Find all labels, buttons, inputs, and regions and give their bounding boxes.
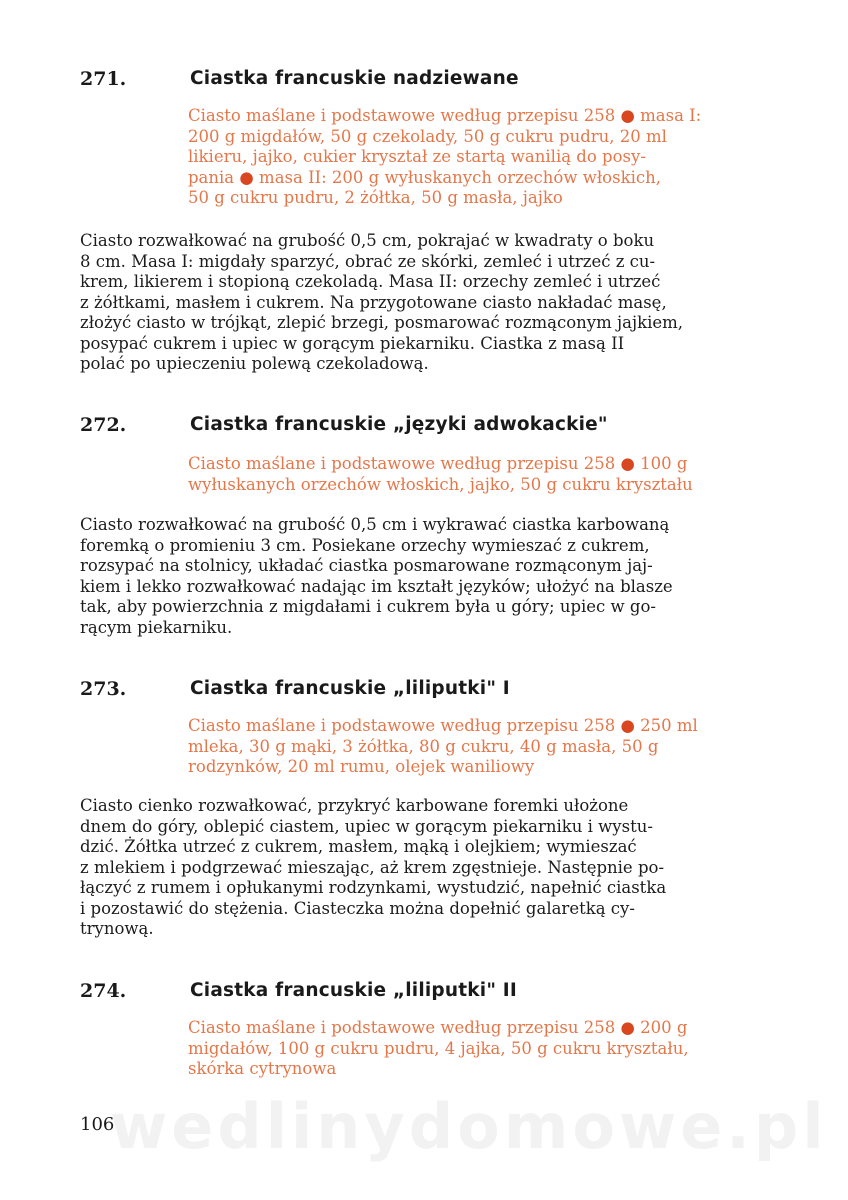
recipe-title: Ciastka francuskie „liliputki" I [190, 678, 510, 699]
watermark-text: wedlinydomowe.pl [110, 1090, 828, 1163]
ingredient-line: wyłuskanych orzechów włoskich, jajko, 50 g cukru kryształu [188, 474, 693, 494]
ingredient-line: Ciasto maślane i podstawowe według przepisu 258 ● masa I: [188, 106, 702, 125]
method-line: 8 cm. Masa I: migdały sparzyć, obrać ze skórki, zemleć i utrzeć z cu- [80, 251, 656, 271]
method-text [80, 796, 780, 940]
recipe-number: 274. [80, 980, 127, 1002]
recipe-number: 272. [80, 414, 127, 436]
method-line: polać po upieczeniu polewą czekoladową. [80, 354, 429, 373]
ingredient-list [188, 1018, 788, 1080]
method-line: rozsypać na stolnicy, układać ciastka posmarowane rozmąconym jaj- [80, 556, 653, 575]
method-line: posypać cukrem i upiec w gorącym piekarniku. Ciastka z masą II [80, 333, 625, 353]
recipe-title: Ciastka francuskie „liliputki" II [190, 980, 517, 1001]
bullet-separator-icon: ● [620, 1018, 635, 1037]
method-line: rącym piekarniku. [80, 617, 233, 637]
recipe-title: Ciastka francuskie nadziewane [190, 68, 519, 89]
ingredient-line: Ciasto maślane i podstawowe według przepisu 258 ● 200 g [188, 1018, 688, 1037]
method-line: kiem i lekko rozwałkować nadając im kształt języków; ułożyć na blasze [80, 576, 673, 596]
recipe-273 [0, 678, 848, 938]
page-number: 106 [80, 1114, 115, 1135]
ingredient-line: migdałów, 100 g cukru pudru, 4 jajka, 50 g cukru kryształu, [188, 1038, 689, 1058]
bullet-separator-icon: ● [620, 454, 635, 473]
recipe-header [0, 414, 848, 444]
recipe-header [0, 68, 848, 98]
ingredient-line: Ciasto maślane i podstawowe według przepisu 258 ● 100 g [188, 454, 688, 473]
method-text [80, 231, 780, 375]
recipe-header [0, 980, 848, 1010]
method-line: łączyć z rumem i opłukanymi rodzynkami, wystudzić, napełnić ciastka [80, 878, 667, 897]
method-line: Ciasto rozwałkować na grubość 0,5 cm, pokrajać w kwadraty o boku [80, 231, 655, 250]
ingredient-line: 200 g migdałów, 50 g czekolady, 50 g cukru pudru, 20 ml [188, 126, 667, 146]
recipe-274 [0, 980, 848, 1078]
method-line: dzić. Żółtka utrzeć z cukrem, masłem, mąką i olejkiem; wymieszać [80, 837, 637, 856]
recipe-271 [0, 68, 848, 373]
method-line: Ciasto rozwałkować na grubość 0,5 cm i wykrawać ciastka karbowaną [80, 515, 670, 534]
method-line: trynową. [80, 919, 154, 938]
ingredient-line: mleka, 30 g mąki, 3 żółtka, 80 g cukru, 40 g masła, 50 g [188, 736, 659, 756]
bullet-separator-icon: ● [620, 716, 635, 735]
ingredient-list [188, 106, 788, 209]
ingredient-line: 50 g cukru pudru, 2 żółtka, 50 g masła, jajko [188, 188, 563, 207]
ingredient-line: rodzynków, 20 ml rumu, olejek waniliowy [188, 757, 535, 776]
method-line: krem, likierem i stopioną czekoladą. Masa II: orzechy zemleć i utrzeć [80, 272, 661, 291]
ingredient-list [188, 454, 788, 495]
method-text [80, 515, 780, 638]
ingredient-line: likieru, jajko, cukier kryształ ze startą wanilią do posy- [188, 147, 646, 166]
ingredient-line: Ciasto maślane i podstawowe według przepisu 258 ● 250 ml [188, 716, 698, 735]
recipe-number: 273. [80, 678, 127, 700]
ingredient-line: skórka cytrynowa [188, 1059, 337, 1078]
recipe-number: 271. [80, 68, 127, 90]
method-line: z żółtkami, masłem i cukrem. Na przygotowane ciasto nakładać masę, [80, 292, 667, 312]
method-line: i pozostawić do stężenia. Ciasteczka można dopełnić galaretką cy- [80, 898, 635, 918]
recipe-header [0, 678, 848, 708]
bullet-separator-icon: ● [239, 167, 254, 187]
method-line: dnem do góry, oblepić ciastem, upiec w gorącym piekarniku i wystu- [80, 816, 653, 836]
ingredient-list [188, 716, 788, 778]
recipe-title: Ciastka francuskie „języki adwokackie" [190, 414, 608, 435]
recipe-272 [0, 414, 848, 637]
method-line: złożyć ciasto w trójkąt, zlepić brzegi, posmarować rozmąconym jajkiem, [80, 313, 684, 332]
ingredient-line: pania ● masa II: 200 g wyłuskanych orzechów włoskich, [188, 167, 661, 187]
method-line: z mlekiem i podgrzewać mieszając, aż krem zgęstnieje. Następnie po- [80, 857, 665, 877]
method-line: foremką o promieniu 3 cm. Posiekane orzechy wymieszać z cukrem, [80, 535, 650, 555]
method-line: Ciasto cienko rozwałkować, przykryć karbowane foremki ułożone [80, 796, 629, 815]
bullet-separator-icon: ● [620, 106, 635, 125]
method-line: tak, aby powierzchnia z migdałami i cukrem była u góry; upiec w go- [80, 597, 656, 616]
